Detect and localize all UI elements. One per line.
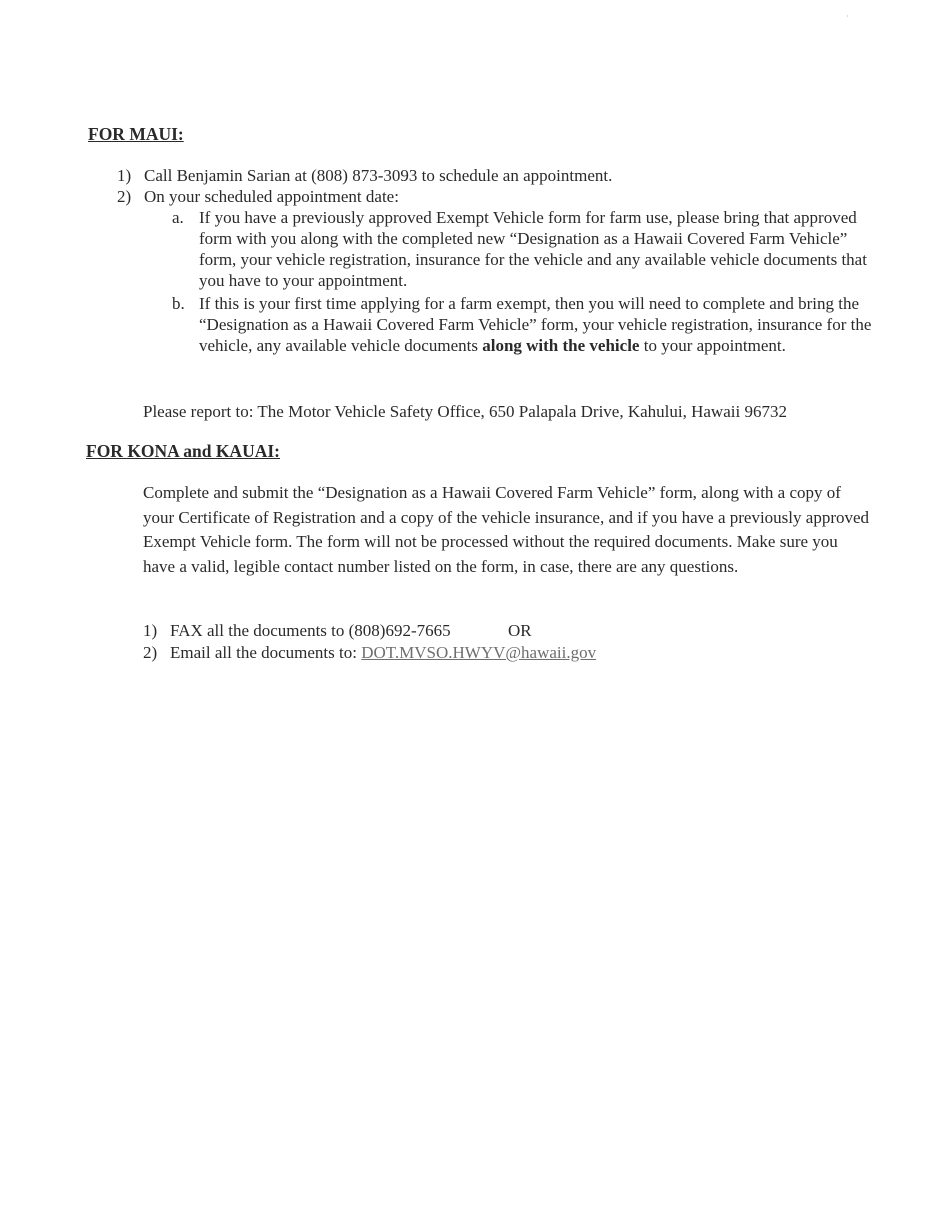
maui-step-1-number: 1) xyxy=(117,166,132,185)
kona-step-1-text: FAX all the documents to (808)692-7665 xyxy=(170,621,451,640)
maui-step-2-text: On your scheduled appointment date: xyxy=(144,187,399,206)
maui-substep-b-text-1: If this is your first time applying for a farm exempt, then you will need to complete and bring the “Designation as a Hawaii Covered Farm Vehicle” form, your vehicle registration, insurance for the vehicle, any available vehicle documents xyxy=(199,294,872,355)
maui-report-address: Please report to: The Motor Vehicle Safety Office, 650 Palapala Drive, Kahului, Hawaii 96732 xyxy=(143,402,787,421)
kona-kauai-instructions: Complete and submit the “Designation as a Hawaii Covered Farm Vehicle” form, along with a copy of your Certificate of Registration and a copy of the vehicle insurance, and if you have a previously approved Exempt Vehicle form. The form will not be processed without the required documents. Make sure you have a valid, legible contact number listed on the form, in case, there are any questions. xyxy=(143,483,870,576)
maui-substep-b-bold: along with the vehicle xyxy=(482,336,640,355)
maui-substep-a-text: If you have a previously approved Exempt Vehicle form for farm use, please bring that approved form with you along with the completed new “Designation as a Hawaii Covered Farm Vehicle” form, your vehicle registration, insurance for the vehicle and any available vehicle documents that you have to your appointment. xyxy=(199,208,867,290)
kona-step-2-row xyxy=(170,642,596,663)
maui-substep-b-label: b. xyxy=(172,294,185,313)
kona-kauai-heading: FOR KONA and KAUAI: xyxy=(86,441,280,461)
kona-step-2-number: 2) xyxy=(143,643,158,662)
kona-step-2-text: Email all the documents to: xyxy=(170,643,362,662)
maui-step-1-text: Call Benjamin Sarian at (808) 873-3093 to schedule an appointment. xyxy=(144,166,613,185)
maui-substep-a-label: a. xyxy=(172,208,184,227)
kona-step-1-or: OR xyxy=(508,621,532,640)
kona-step-1-number: 1) xyxy=(143,621,158,640)
maui-substep-b-text xyxy=(199,293,875,356)
maui-step-2-number: 2) xyxy=(117,187,132,206)
email-link[interactable]: DOT.MVSO.HWYV@hawaii.gov xyxy=(361,643,597,662)
maui-heading: FOR MAUI: xyxy=(88,124,184,144)
maui-substep-b-text-2: to your appointment. xyxy=(639,336,786,355)
scan-speck: · xyxy=(846,12,849,21)
